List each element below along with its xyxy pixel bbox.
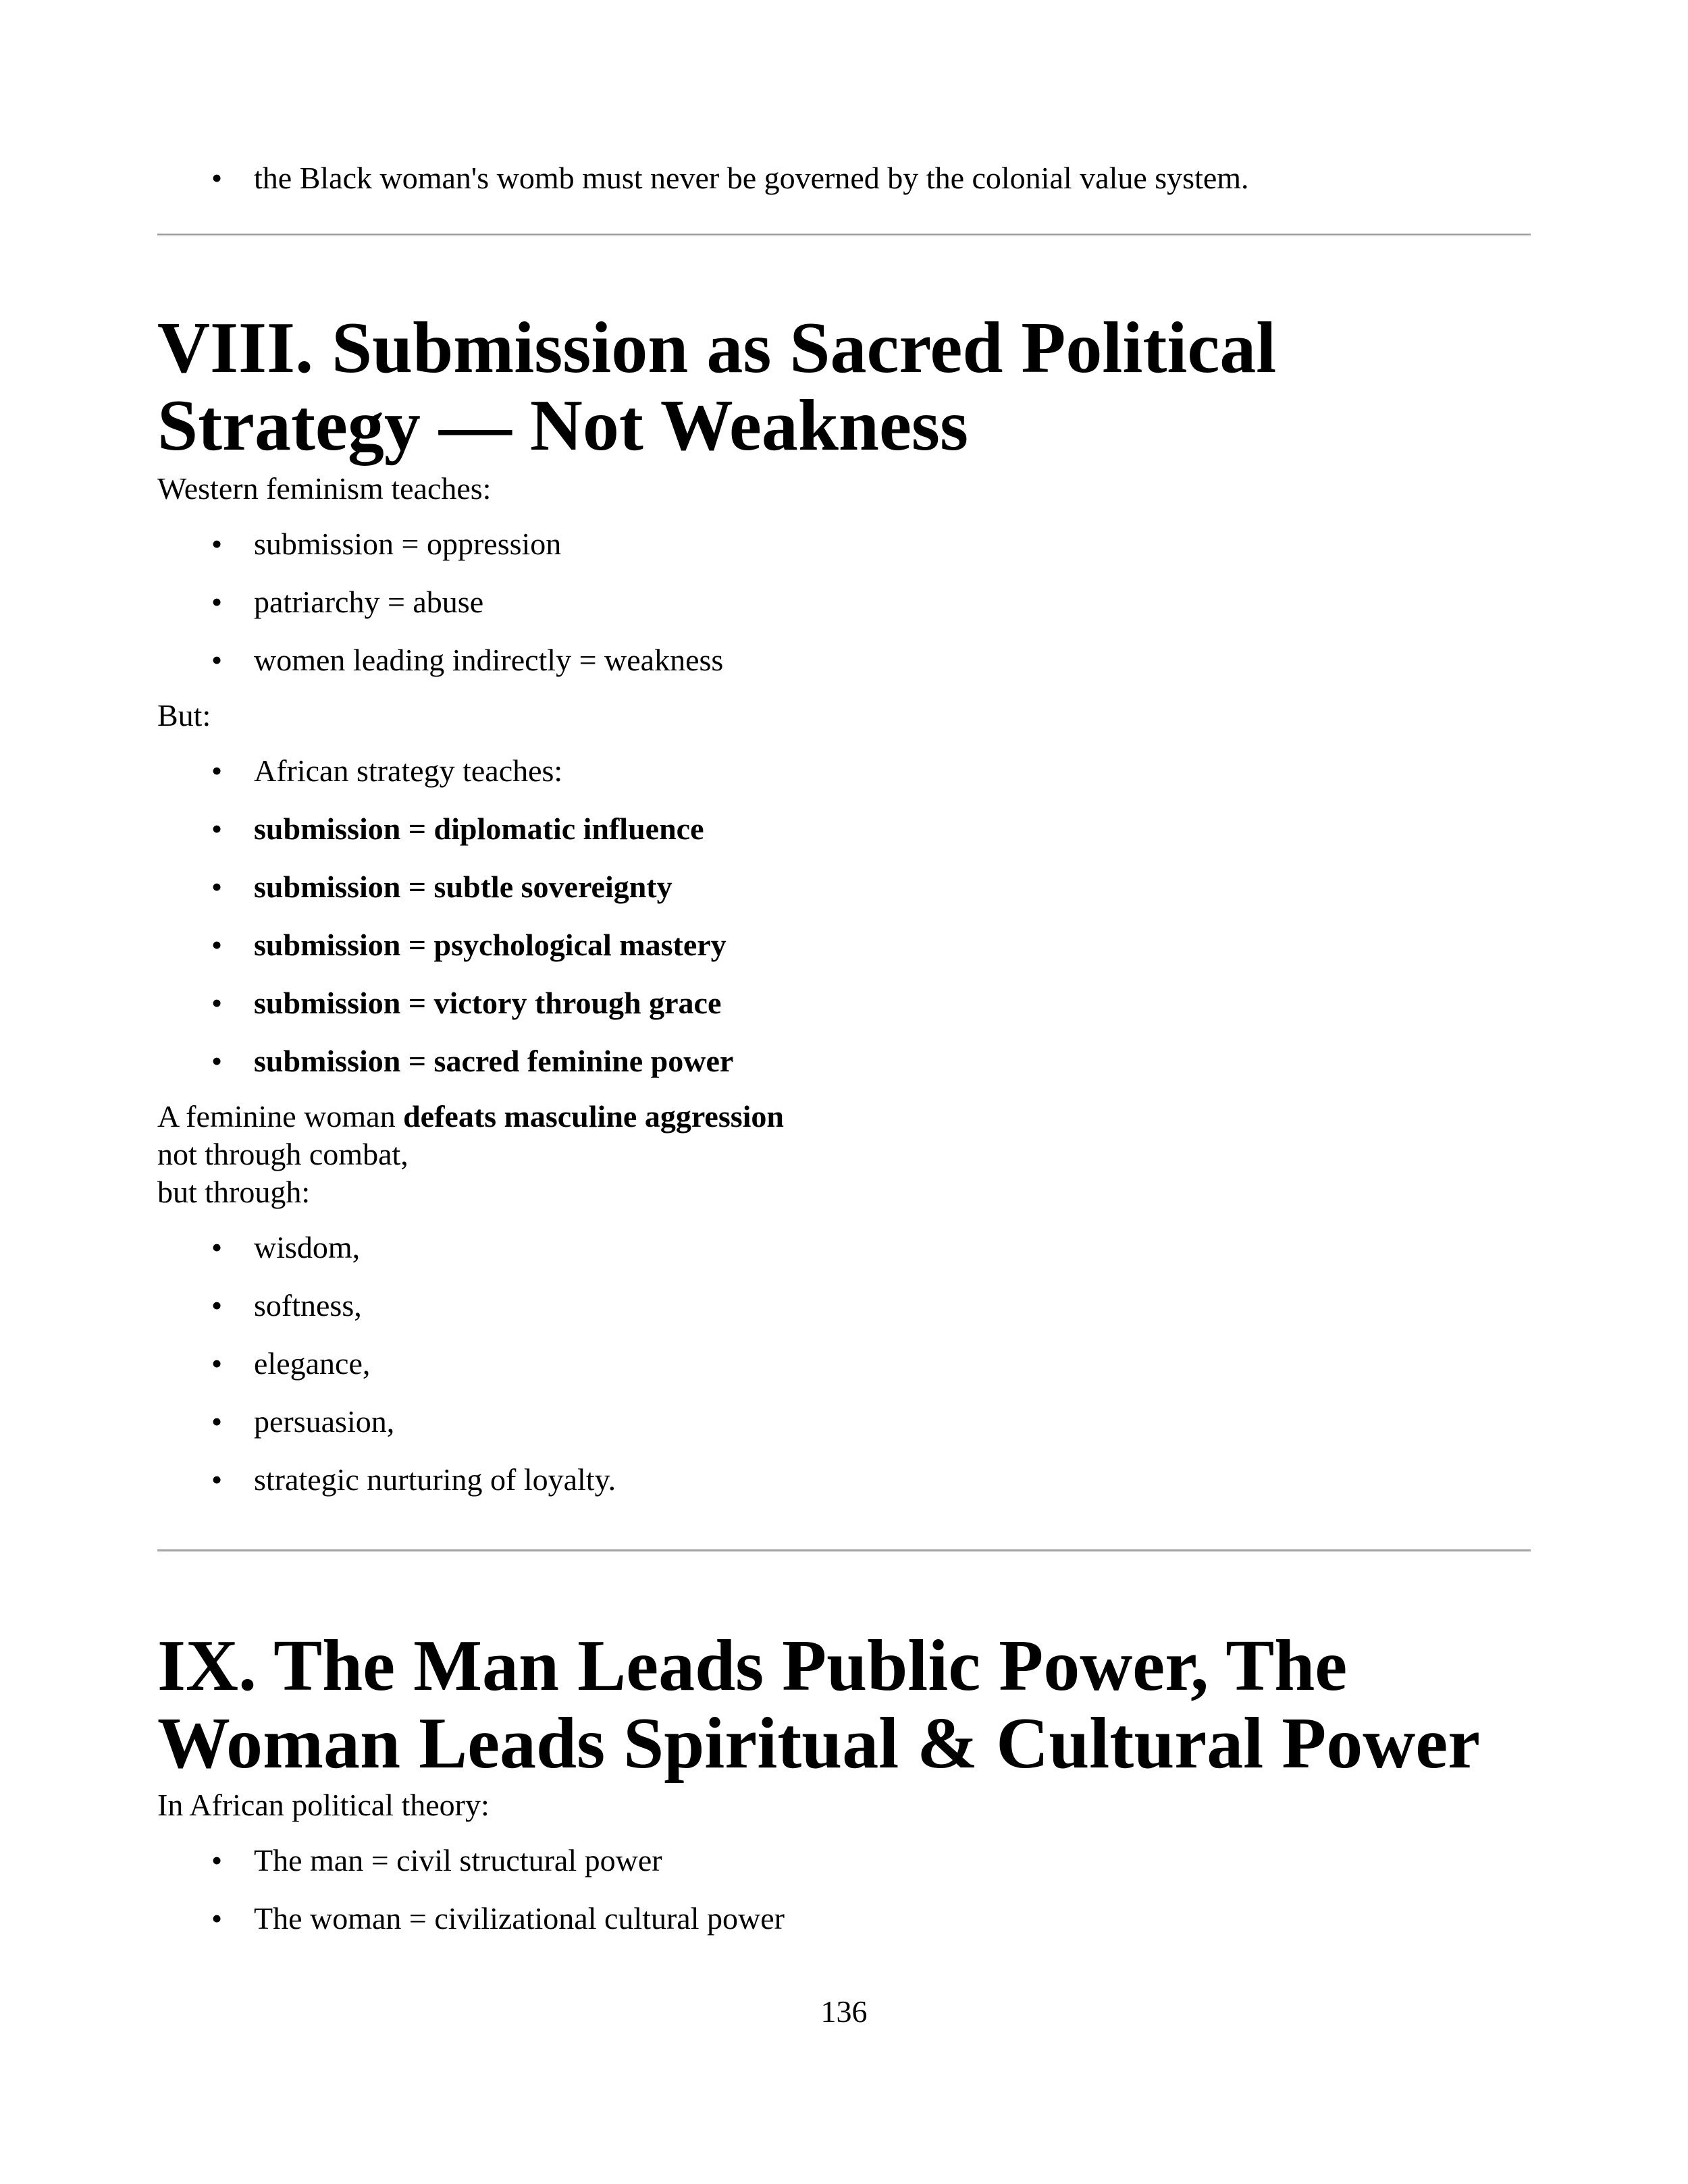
- section-ix: [157, 1627, 1531, 1958]
- bullet-icon: •: [211, 1288, 223, 1323]
- list-item: • submission = oppression: [157, 525, 1531, 563]
- list-item: • strategic nurturing of loyalty.: [157, 1461, 1531, 1499]
- list-item: • the Black woman's womb must never be governed by the colonial value system.: [157, 159, 1531, 197]
- bullet-icon: •: [211, 1462, 223, 1497]
- horizontal-divider: [157, 234, 1531, 236]
- section-heading: VIII. Submission as Sacred Political Strategy — Not Weakness: [157, 308, 1277, 466]
- bullet-icon: •: [211, 1404, 223, 1439]
- list-item: • women leading indirectly = weakness: [157, 641, 1531, 679]
- political-theory-list: [157, 1842, 1531, 1938]
- emphasis-text: defeats masculine aggression: [403, 1099, 784, 1134]
- list-item: • persuasion,: [157, 1403, 1531, 1441]
- section-heading: IX. The Man Leads Public Power, The Woman Leads Spiritual & Cultural Power: [157, 1626, 1481, 1784]
- african-strategy-list: [157, 752, 1531, 1080]
- list-item: • patriarchy = abuse: [157, 583, 1531, 621]
- bullet-icon: •: [211, 811, 223, 846]
- top-bullet-list: [157, 159, 1531, 217]
- bullet-icon: •: [211, 1346, 223, 1381]
- section-viii: [157, 309, 1531, 1519]
- bullet-icon: •: [211, 753, 223, 788]
- list-item: • elegance,: [157, 1345, 1531, 1383]
- bullet-icon: •: [211, 585, 223, 619]
- bullet-icon: •: [211, 986, 223, 1020]
- bullet-icon: •: [211, 643, 223, 677]
- bullet-icon: •: [211, 1843, 223, 1877]
- feminism-list: [157, 525, 1531, 679]
- list-item: • The woman = civilizational cultural power: [157, 1900, 1531, 1938]
- list-item: • submission = victory through grace: [157, 984, 1531, 1022]
- bullet-icon: •: [211, 1901, 223, 1936]
- through-list: [157, 1229, 1531, 1499]
- bullet-icon: •: [211, 1044, 223, 1078]
- page-number: 136: [820, 1994, 868, 2029]
- list-item: • African strategy teaches:: [157, 752, 1531, 790]
- list-item: • submission = diplomatic influence: [157, 810, 1531, 848]
- list-item: • submission = psychological mastery: [157, 926, 1531, 964]
- section-intro: Western feminism teaches:: [157, 471, 492, 506]
- list-item: • submission = subtle sovereignty: [157, 868, 1531, 906]
- feminine-paragraph: A feminine woman defeats masculine aggression not through combat, but through:: [157, 1099, 784, 1209]
- horizontal-divider: [157, 1549, 1531, 1552]
- but-label: But:: [157, 698, 211, 733]
- list-item: • wisdom,: [157, 1229, 1531, 1267]
- bullet-icon: •: [211, 928, 223, 962]
- list-item: • The man = civil structural power: [157, 1842, 1531, 1880]
- list-item: • submission = sacred feminine power: [157, 1042, 1531, 1080]
- section-intro: In African political theory:: [157, 1788, 490, 1822]
- bullet-icon: •: [211, 1230, 223, 1264]
- bullet-icon: •: [211, 527, 223, 561]
- list-item: • softness,: [157, 1287, 1531, 1325]
- bullet-icon: •: [211, 870, 223, 904]
- bullet-icon: •: [211, 161, 223, 195]
